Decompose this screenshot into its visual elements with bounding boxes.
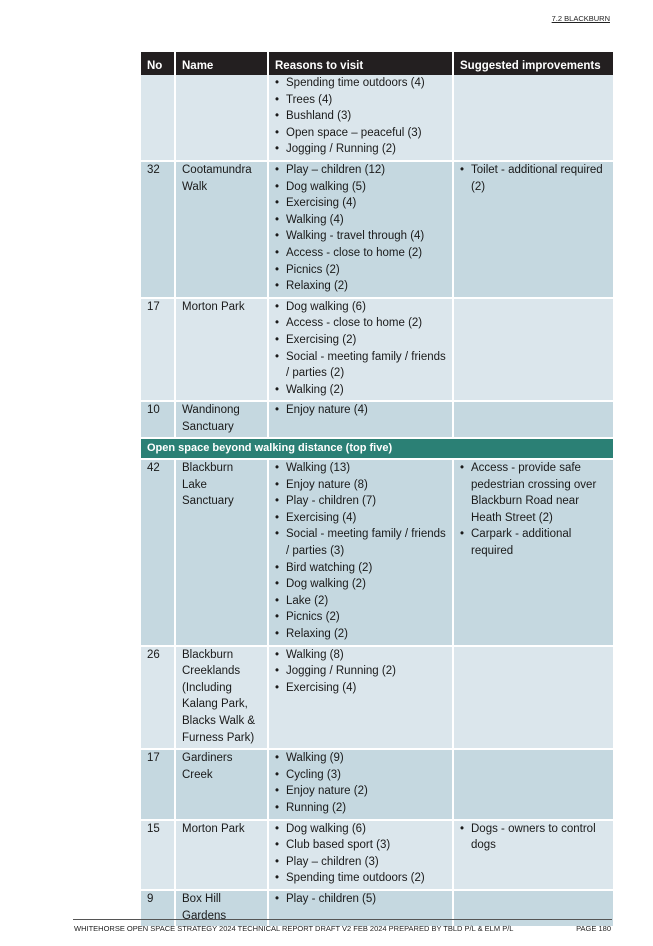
reason-item: • Dog walking (6) [286,821,446,838]
reason-item: • Play – children (3) [286,854,446,871]
reason-item: • Play - children (7) [286,493,446,510]
park-name: Morton Park [175,820,268,890]
improvements-cell [453,820,613,890]
reasons-list [275,402,446,419]
table-header-row [141,52,613,75]
section-heading-row [141,438,613,459]
table-body [141,75,613,927]
park-name: Wandinong Sanctuary [175,401,268,438]
improvement-item: • Dogs - owners to control dogs [471,821,607,854]
reason-item: • Relaxing (2) [286,278,446,295]
reasons-cell [268,75,453,161]
row-number: 26 [141,646,175,750]
column-header-improvements: Suggested improvements [453,52,613,75]
reason-item: • Exercising (2) [286,332,446,349]
column-header-reasons: Reasons to visit [268,52,453,75]
table-row [141,646,613,750]
row-number: 32 [141,161,175,298]
reason-item: • Walking (4) [286,212,446,229]
page-number: PAGE 180 [576,924,611,933]
reason-item: • Trees (4) [286,92,446,109]
column-header-no: No [141,52,175,75]
reasons-cell [268,646,453,750]
table-row [141,75,613,161]
improvements-cell [453,401,613,438]
reason-item: • Play – children (12) [286,162,446,179]
row-number: 17 [141,298,175,402]
reasons-cell [268,820,453,890]
reasons-cell [268,749,453,819]
column-header-name: Name [175,52,268,75]
improvements-cell [453,75,613,161]
reason-item: • Enjoy nature (2) [286,783,446,800]
reasons-list [275,299,446,399]
table-row [141,890,613,927]
reason-item: • Open space – peaceful (3) [286,125,446,142]
reason-item: • Walking (8) [286,647,446,664]
table-row [141,401,613,438]
reasons-list [275,821,446,887]
reason-item: • Play - children (5) [286,891,446,908]
improvements-cell [453,298,613,402]
reason-item: • Dog walking (2) [286,576,446,593]
open-space-table [141,52,613,928]
row-number: 9 [141,890,175,927]
improvements-list [460,162,607,195]
reason-item: • Exercising (4) [286,195,446,212]
reason-item: • Walking - travel through (4) [286,228,446,245]
park-name: Gardiners Creek [175,749,268,819]
reason-item: • Jogging / Running (2) [286,141,446,158]
reason-item: • Spending time outdoors (2) [286,870,446,887]
park-name: Blackburn Creeklands (Including Kalang Park, Blacks Walk & Furness Park) [175,646,268,750]
row-number: 10 [141,401,175,438]
park-name: Box Hill Gardens [175,890,268,927]
reason-item: • Access - close to home (2) [286,245,446,262]
improvement-item: • Toilet - additional required (2) [471,162,607,195]
table-row [141,298,613,402]
table-row [141,161,613,298]
reason-item: • Walking (13) [286,460,446,477]
park-name: Morton Park [175,298,268,402]
improvement-item: • Carpark - additional required [471,526,607,559]
improvements-cell [453,890,613,927]
reason-item: • Walking (9) [286,750,446,767]
reason-item: • Social - meeting family / friends / parties (2) [286,349,446,382]
reasons-list [275,460,446,643]
reasons-list [275,647,446,697]
reason-item: • Dog walking (5) [286,179,446,196]
reason-item: • Cycling (3) [286,767,446,784]
improvements-cell [453,646,613,750]
reason-item: • Social - meeting family / friends / parties (3) [286,526,446,559]
row-number: 42 [141,459,175,646]
footer-divider [73,919,612,920]
reasons-list [275,891,446,908]
reasons-cell [268,890,453,927]
reason-item: • Enjoy nature (4) [286,402,446,419]
park-name [175,75,268,161]
table-row [141,459,613,646]
improvements-cell [453,459,613,646]
reason-item: • Bushland (3) [286,108,446,125]
reasons-list [275,750,446,816]
reason-item: • Lake (2) [286,593,446,610]
improvements-cell [453,161,613,298]
reason-item: • Spending time outdoors (4) [286,75,446,92]
reason-item: • Jogging / Running (2) [286,663,446,680]
reasons-cell [268,459,453,646]
reason-item: • Exercising (4) [286,510,446,527]
park-name: Blackburn Lake Sanctuary [175,459,268,646]
improvements-list [460,460,607,560]
reason-item: • Relaxing (2) [286,626,446,643]
reason-item: • Running (2) [286,800,446,817]
reason-item: • Dog walking (6) [286,299,446,316]
improvements-cell [453,749,613,819]
improvements-list [460,821,607,854]
reasons-list [275,75,446,158]
section-reference: 7.2 BLACKBURN [551,14,610,23]
row-number: 17 [141,749,175,819]
row-number [141,75,175,161]
reasons-cell [268,401,453,438]
reasons-cell [268,161,453,298]
reasons-list [275,162,446,295]
row-number: 15 [141,820,175,890]
reason-item: • Exercising (4) [286,680,446,697]
section-heading: Open space beyond walking distance (top five) [141,438,613,459]
reasons-cell [268,298,453,402]
park-name: Cootamundra Walk [175,161,268,298]
reason-item: • Walking (2) [286,382,446,399]
reason-item: • Enjoy nature (8) [286,477,446,494]
reason-item: • Picnics (2) [286,262,446,279]
reason-item: • Club based sport (3) [286,837,446,854]
reason-item: • Picnics (2) [286,609,446,626]
table-row [141,820,613,890]
table-row [141,749,613,819]
footer-document-info: WHITEHORSE OPEN SPACE STRATEGY 2024 TECHNICAL REPORT DRAFT V2 FEB 2024 PREPARED BY TBLD P/L & ELM P/L [74,924,514,933]
improvement-item: • Access - provide safe pedestrian crossing over Blackburn Road near Heath Street (2) [471,460,607,526]
reason-item: • Bird watching (2) [286,560,446,577]
reason-item: • Access - close to home (2) [286,315,446,332]
